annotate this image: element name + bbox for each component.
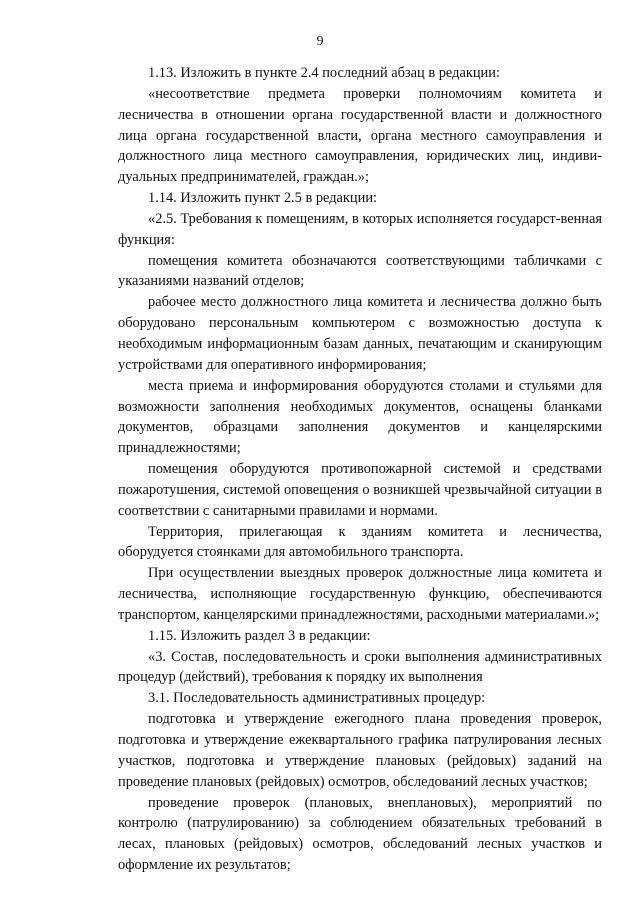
paragraph-quote-2-4: «несоответствие предмета проверки полномочиям комитета и лесничества в отношении органа государственной власти и должностного лица органа государственной власти, органа местного самоуправления и должностного лица местного самоуправления, юридических лиц, индиви-дуальных предпринимателей, граждан.»; bbox=[118, 85, 602, 186]
paragraph-field-inspections: При осуществлении выездных проверок должностные лица комитета и лесничества, исполняющие государственную функцию, обеспечиваются транспортом, канцелярскими принадлежностями, расходными материалами.»; bbox=[118, 565, 602, 623]
page-number: 9 bbox=[316, 34, 324, 49]
paragraph-inspections: проведение проверок (плановых, внеплановых), мероприятий по контролю (патрулированию) за соблюдением обязательных требований в лесах, плановых (рейдовых) осмотров, обследований лесных участков и оформление их результатов; bbox=[118, 794, 602, 874]
paragraph-1-13: 1.13. Изложить в пункте 2.4 последний абзац в редакции: bbox=[148, 65, 500, 81]
paragraph-section-3-heading: «3. Состав, последовательность и сроки выполнения административных процедур (действий), требования к порядку их выполнения bbox=[118, 648, 602, 686]
paragraph-2-5-heading: «2.5. Требования к помещениям, в которых исполняется государст-венная функция: bbox=[118, 210, 602, 248]
paragraph-workplace: рабочее место должностного лица комитета и лесничества должно быть оборудовано персональным компьютером с возможностью доступа к необходимым информационным базам данных, печатающим и сканирующим устройствами для оперативного информирования; bbox=[118, 294, 602, 373]
paragraph-3-1: 3.1. Последовательность административных процедур: bbox=[148, 690, 486, 707]
paragraph-1-14: 1.14. Изложить пункт 2.5 в редакции: bbox=[148, 190, 378, 207]
paragraph-fire-safety: помещения оборудуются противопожарной системой и средствами пожаротушения, системой оповещения о возникшей чрезвычайной ситуации в соответствии с санитарными правилами и нормами. bbox=[118, 461, 602, 519]
paragraph-reception: места приема и информирования оборудуются столами и стульями для возможности заполнения необходимых документов, оснащены бланками документов, образцами заполнения документов и канцелярскими принадлежностями; bbox=[118, 377, 602, 457]
paragraph-signage: помещения комитета обозначаются соответствующими табличками с указаниями названий отделов; bbox=[118, 252, 602, 290]
document-body bbox=[118, 63, 602, 876]
paragraph-1-15: 1.15. Изложить раздел 3 в редакции: bbox=[148, 627, 371, 644]
paragraph-parking: Территория, прилегающая к зданиям комитета и лесничества, оборудуется стоянками для автомобильного транспорта. bbox=[118, 523, 602, 561]
paragraph-planning: подготовка и утверждение ежегодного плана проведения проверок, подготовка и утверждение ежеквартального графика патрулирования лесных участков, подготовка и утверждение плановых (рейдовых) заданий на проведение плановых (рейдовых) осмотров, обследований лесных участков; bbox=[118, 711, 602, 790]
